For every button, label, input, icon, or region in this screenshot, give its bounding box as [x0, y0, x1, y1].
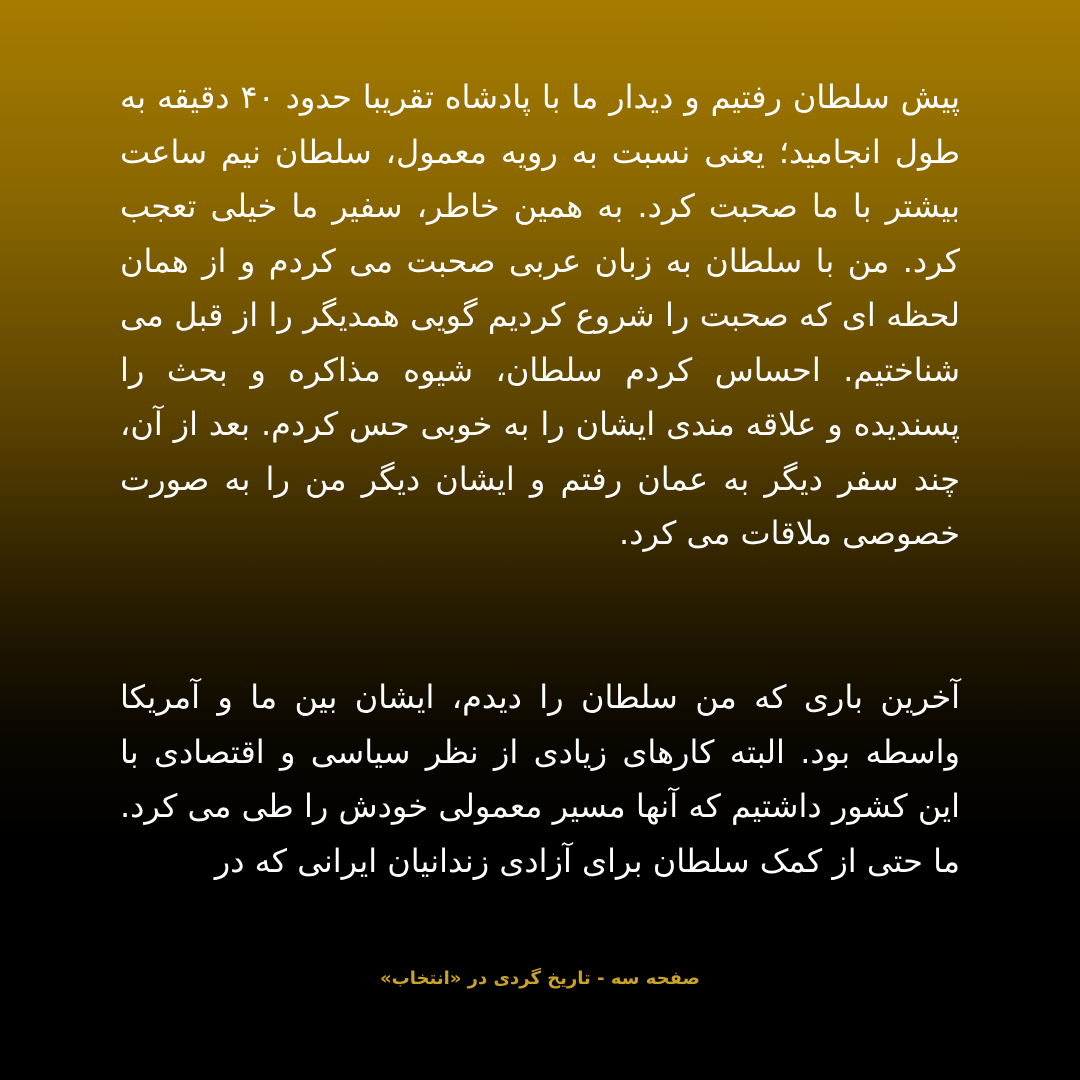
body-paragraph-1: پیش سلطان رفتیم و دیدار ما با پادشاه تقریبا حدود ۴۰ دقیقه به طول انجامید؛ یعنی نسبت به رویه معمول، سلطان نیم ساعت بیشتر با ما صحبت کرد. به همین خاطر، سفیر ما خیلی تعجب کرد. من با سلطان به زبان عربی صحبت می کردم و از همان لحظه ای که صحبت را شروع کردیم گویی همدیگر را از قبل می شناختیم. احساس کردم سلطان، شیوه مذاکره و بحث را پسندیده و علاقه مندی ایشان را به خوبی حس کردم. بعد از آن، چند سفر دیگر به عمان رفتم و ایشان دیگر من را به صورت خصوصی ملاقات می کرد. — [120, 78, 961, 552]
body-paragraph-2: آخرین باری که من سلطان را دیدم، ایشان بین ما و آمریکا واسطه بود. البته کارهای زیادی از نظر سیاسی و اقتصادی با این کشور داشتیم که آنها مسیر معمولی خودش را طی می کرد. ما حتی از کمک سلطان برای آزادی زندانیان ایرانی که در — [120, 678, 960, 880]
page-footer-caption: صفحه سه - تاریخ گردی در «انتخاب» — [380, 968, 700, 989]
